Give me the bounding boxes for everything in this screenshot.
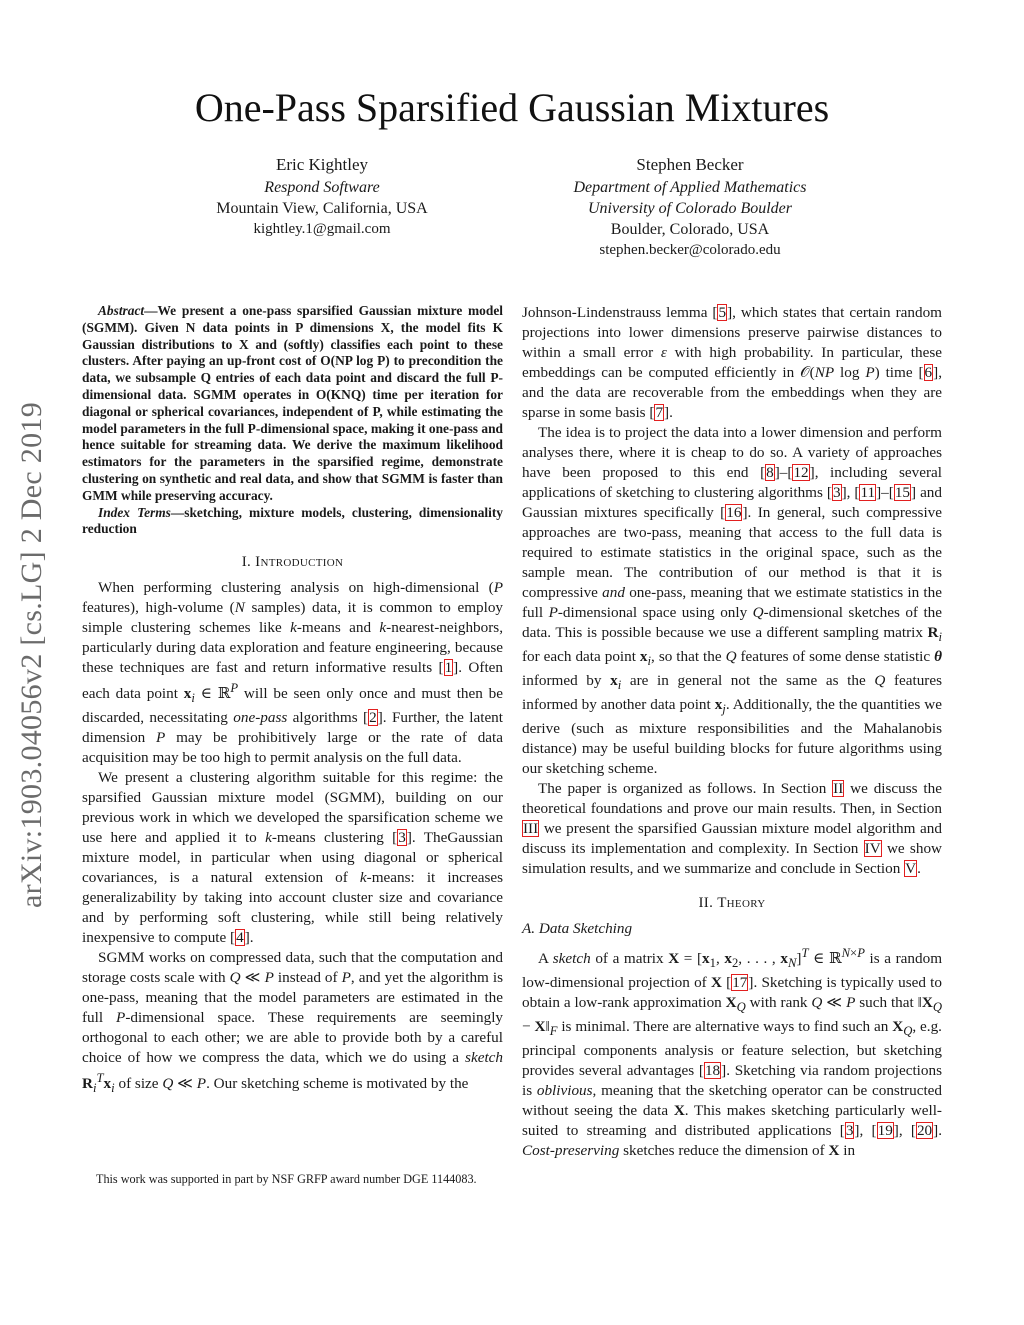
citation-link[interactable]: 2 — [369, 709, 377, 727]
citation-link[interactable]: 18 — [704, 1062, 721, 1080]
author-block-2 — [540, 154, 840, 261]
author-location: Mountain View, California, USA — [216, 200, 428, 217]
paragraph: When performing clustering analysis on high-dimensional (P features), high-volume (N samples) data, it is common to employ simple clustering schemes like k-means and k-nearest-neighbors, particularly during data exploration and feature engineering, because these techniques are fast and return informative results [1]. Often each data point $x_i$ ∈ ℝ$^P$ will be seen only once and must then be discarded, necessitating one-pass algorithms [2]. Further, the latent dimension P may be prohibitively large or the rate of data acquisition may be too high to permit analysis on the full data. — [82, 579, 504, 767]
paragraph: The idea is to project the data into a lower dimension and perform analyses there, where it is cheap to do so. A variety of approaches have been proposed to this end [8]–[12], including several applications of sketching to clustering algorithms [3], [11]–[15] and Gaussian mixtures specifically [16]. In general, such compressive approaches are two-pass, meaning that access to the full data is required to estimate statistics in the original space, such as the sample mean. The contribution of our method is that it is compressive and one-pass, meaning that we estimate statistics in the full P-dimensional space using only Q-dimensional sketches of the data. This is possible because we use a different sampling matrix $R_i$ for each data point $x_i$, so that the Q features of some dense statistic θ informed by $x_i$ are in general not the same as the Q features informed by another data point $x_j$. Additionally, the the quantities we derive (such as mixture responsibilities and the Mahalanobis distance) may be useful building blocks for future algorithms using our sketching scheme. — [522, 424, 943, 778]
section-link[interactable]: V — [905, 860, 917, 878]
author-block-1 — [172, 154, 472, 240]
arxiv-stamp-text: arXiv:1903.04056v2 [cs.LG] 2 Dec 2019 — [15, 402, 48, 908]
citation-link[interactable]: 3 — [832, 484, 841, 501]
section-link[interactable]: III — [523, 820, 539, 838]
citation-link[interactable]: 11 — [860, 484, 876, 501]
index-terms-text: —sketching, mixture models, clustering, dimensionality reduction — [82, 504, 503, 537]
citation-link[interactable]: 19 — [877, 1122, 893, 1140]
abstract — [82, 303, 503, 505]
abstract-text: —We present a one-pass sparsified Gaussian mixture model (SGMM). Given N data points in P dimensions X, the model fits K Gaussian distributions to X and (softly) classifies each point to these clusters. After paying an up-front cost of O(NP log P) to precondition the data, we subsample Q entries of each data point and discard the full P-dimensional data. SGMM operates in O(KNQ) time per iteration for diagonal or spherical covariances, independent of P, while estimating the model parameters in the full P-dimensional space, making it one-pass and hence suitable for streaming data. We derive the maximum likelihood estimators for the parameters in the sparsified regime, demonstrate clustering on synthetic and real data, and show that SGMM is faster than GMM while preserving accuracy. — [82, 303, 503, 503]
abstract-lead: Abstract — [98, 303, 145, 318]
citation-link[interactable]: 16 — [726, 504, 742, 521]
author-name: Eric Kightley — [275, 155, 369, 174]
paragraph: Johnson-Lindenstrauss lemma [5], which states that certain random projections into lower dimensions preserve pairwise distances to within a small error ε with high probability. In particular, these embeddings can be computed efficiently in 𝒪(NP log P) time [6], and the data are recoverable from the embeddings when they are sparse in some basis [7]. — [522, 304, 942, 421]
author-email: kightley.1@gmail.com — [253, 221, 391, 237]
citation-link[interactable]: 5 — [718, 304, 727, 321]
author-affiliation-2: University of Colorado Boulder — [588, 200, 792, 217]
citation-link[interactable]: 12 — [793, 464, 809, 481]
citation-link[interactable]: 17 — [732, 974, 748, 992]
citation-link[interactable]: 3 — [845, 1122, 854, 1140]
paragraph: A sketch of a matrix $X = [x_1$, $x_2$, . . . , $x_N]^T$ ∈ ℝ$^{N\times P}$ is a random low-dimensional projection of X [17]. Sketching is typically used to obtain a low-rank approximation $X_Q$ with rank Q ≪ P such that $‖X_Q$ − $X‖_F$ is minimal. There are alternative ways to find such an $X_Q$, e.g. principal components analysis or feature selection, but sketching provides several advantages [18]. Sketching via random projections is oblivious, meaning that the sketching operator can be constructed without seeing the data X. This makes sketching particularly well-suited to streaming and distributed applications [3], [19], [20]. Cost-preserving sketches reduce the dimension of X in — [522, 946, 943, 1160]
paragraph: The paper is organized as follows. In Section II we discuss the theoretical foundations and prove our main results. Then, in Section III we present the sparsified Gaussian mixture model algorithm and discuss its implementation and complexity. In Section IV we show simulation results, and we summarize and conclude in Section V. — [522, 780, 943, 878]
citation-link[interactable]: 8 — [766, 464, 774, 481]
arxiv-stamp — [8, 360, 56, 950]
citation-link[interactable]: 4 — [236, 929, 244, 947]
citation-link[interactable]: 6 — [924, 364, 933, 381]
citation-link[interactable]: 20 — [916, 1122, 933, 1140]
citation-link[interactable]: 15 — [894, 484, 911, 501]
paper-title: One-Pass Sparsified Gaussian Mixtures — [194, 85, 830, 130]
author-affiliation: Department of Applied Mathematics — [573, 179, 807, 196]
left-column — [82, 303, 503, 1098]
section-heading-introduction: I. Introduction — [241, 554, 344, 571]
citation-link[interactable]: 3 — [398, 829, 406, 847]
paragraph: SGMM works on compressed data, such that the computation and storage costs scale with Q ≪ P instead of P, and yet the algorithm is one-pass, meaning that the model parameters are estimated in the full P-dimensional space. These requirements are seemingly orthogonal to each other; we are able to provide both by a careful choice of how we compress the data, which we do using a sketch $R_i^Tx_i$ of size Q ≪ P. Our sketching scheme is motivated by the — [82, 949, 504, 1096]
paragraph: We present a clustering algorithm suitable for this regime: the sparsified Gaussian mixture model (SGMM), building on our previous work in which we developed the sparsification scheme we use here and applied it to k-means clustering [3]. TheGaussian mixture model, in particular when using diagonal or spherical covariances, is a natural extension of k-means: it increases generalizability by taking into account cluster size and covariance and by performing soft clustering, while still being relatively inexpensive to compute [4]. — [82, 769, 504, 947]
subsection-heading: A. Data Sketching — [522, 920, 633, 938]
section-link[interactable]: II — [833, 780, 844, 798]
author-affiliation: Respond Software — [264, 179, 380, 196]
section-heading-theory: II. Theory — [698, 895, 766, 912]
author-email: stephen.becker@colorado.edu — [599, 242, 781, 258]
index-terms — [82, 505, 503, 539]
footnote: This work was supported in part by NSF GRFP award number DGE 1144083. — [96, 1172, 477, 1186]
author-location: Boulder, Colorado, USA — [610, 221, 770, 238]
index-terms-lead: Index Terms — [98, 504, 171, 520]
right-column — [522, 303, 942, 1161]
citation-link[interactable]: 1 — [444, 659, 453, 677]
section-link[interactable]: IV — [864, 840, 881, 858]
citation-link[interactable]: 7 — [655, 404, 664, 421]
author-name: Stephen Becker — [636, 155, 744, 174]
